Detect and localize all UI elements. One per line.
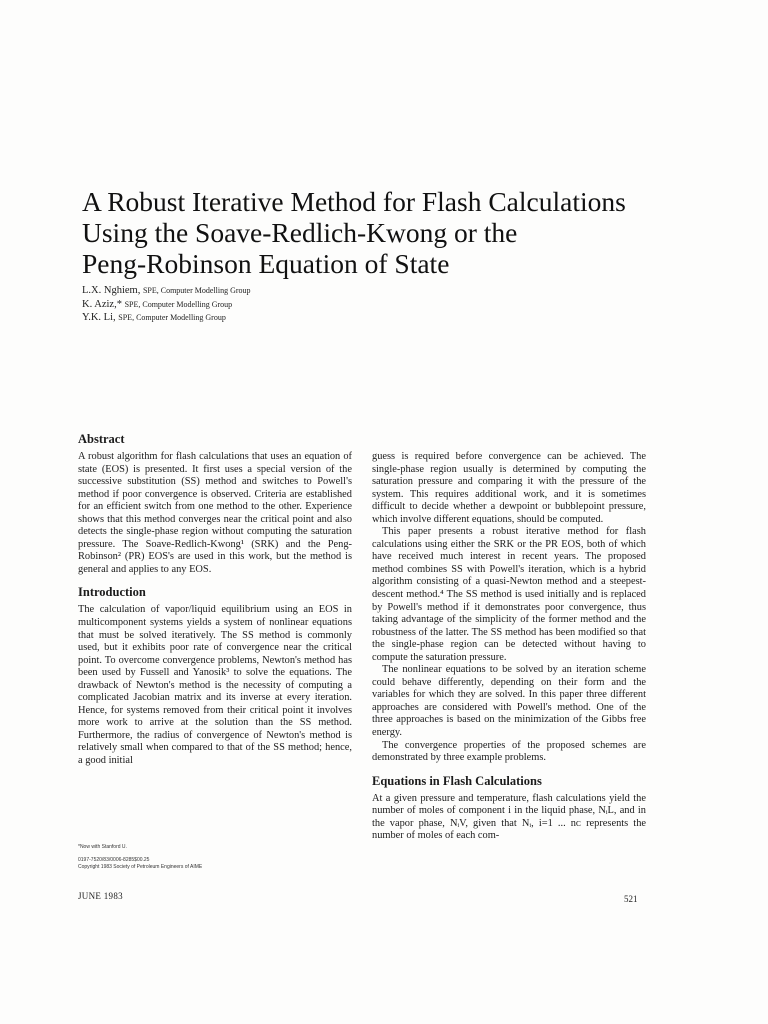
author-name: L.X. Nghiem, (82, 285, 141, 296)
copyright-notice: Copyright 1983 Society of Petroleum Engineers of AIME (78, 864, 203, 870)
flash-equations-text: At a given pressure and temperature, flash calculations yield the number of moles of component i in the liquid phase, NᵢL, and in the vapor phase, NᵢV, given that Nᵢ, i=1 ... nᴄ represents the number of moles of each com- (372, 792, 646, 842)
author-affiliation: SPE, Computer Modelling Group (142, 286, 251, 295)
article-code: 0197-7520/83/0006-8285$00.25 (78, 857, 150, 863)
author-entry (82, 311, 251, 325)
footnote-affiliation: *Now with Stanford U. (78, 844, 127, 850)
abstract-text: A robust algorithm for flash calculations that uses an equation of state (EOS) is presented. It first uses a special version of the successive substitution (SS) method and switches to Powell's method if poor convergence is observed. Criteria are established for an efficient switch from one method to the other. Experience shows that this method converges near the critical point and also detects the single-phase region without computing the saturation pressure. The Soave-Redlich-Kwong¹ (SRK) and the Peng-Robinson² (PR) EOS's are used in this work, but the method is general and applies to any EOS. (78, 451, 352, 575)
author-affiliation: SPE, Computer Modelling Group (118, 313, 226, 322)
author-entry (82, 284, 251, 298)
introduction-paragraph: The convergence properties of the proposed schemes are demonstrated by three example problems. (372, 739, 646, 764)
title-line: A Robust Iterative Method for Flash Calculations (82, 186, 626, 217)
author-name: K. Aziz,* (82, 298, 122, 310)
introduction-paragraph: This paper presents a robust iterative method for flash calculations using either the SRK or the PR EOS, both of which have received much interest in recent years. The proposed method combines SS with Powell's iteration, which is a hybrid algorithm consisting of a quasi-Newton method and a steepest-descent method.⁴ The SS method is used initially and is replaced by Powell's method if it demonstrates poor convergence, thus taking advantage of the simplicity of the former method and the robustness of the latter. The SS method has been modified so that the single-phase region can be detected without having to compute the saturation pressure. (372, 526, 646, 663)
introduction-paragraph: The nonlinear equations to be solved by an iteration scheme could behave differently, depending on their form and the variables for which they are solved. In this paper three different approaches are considered with Powell's method. One of the three approaches is based on the minimization of the Gibbs free energy. (372, 664, 646, 739)
author-name: Y.K. Li, (82, 312, 116, 323)
abstract-heading: Abstract (78, 432, 125, 446)
flash-equations-heading: Equations in Flash Calculations (372, 773, 542, 788)
author-list (82, 284, 251, 325)
author-entry (82, 298, 251, 312)
title-line: Peng-Robinson Equation of State (82, 248, 450, 279)
author-affiliation: SPE, Computer Modelling Group (124, 299, 233, 309)
right-column (372, 451, 646, 843)
left-column (78, 432, 352, 768)
introduction-paragraph: The calculation of vapor/liquid equilibrium using an EOS in multicomponent systems yields a system of nonlinear equations that must be solved iteratively. The SS method is commonly used, but it exhibits poor rate of convergence near the critical point. To overcome convergence problems, Newton's method has been used by Fussell and Yanosik³ to solve the equations. The drawback of Newton's method is the necessity of computing a complicated Jacobian matrix and its inverse at every iteration. Hence, for systems removed from their critical point it involves more work to arrive at the solution than the SS method. Furthermore, the radius of convergence of Newton's method is relatively small when compared to that of the SS method; hence, a good initial (78, 604, 352, 767)
issue-date: JUNE 1983 (78, 891, 123, 901)
title-line: Using the Soave-Redlich-Kwong or the (82, 217, 518, 248)
page-number: 521 (624, 894, 638, 904)
introduction-heading: Introduction (78, 585, 146, 600)
footnote-block (78, 844, 202, 871)
paper-title (82, 186, 692, 279)
introduction-paragraph-continued: guess is required before convergence can be achieved. The single-phase region usually is determined by computing the saturation pressure and comparing it with the pressure of the system. This requires additional work, and it is sometimes difficult to decide whether a dewpoint or bubblepoint pressure, which involve different equations, should be computed. (372, 451, 646, 525)
